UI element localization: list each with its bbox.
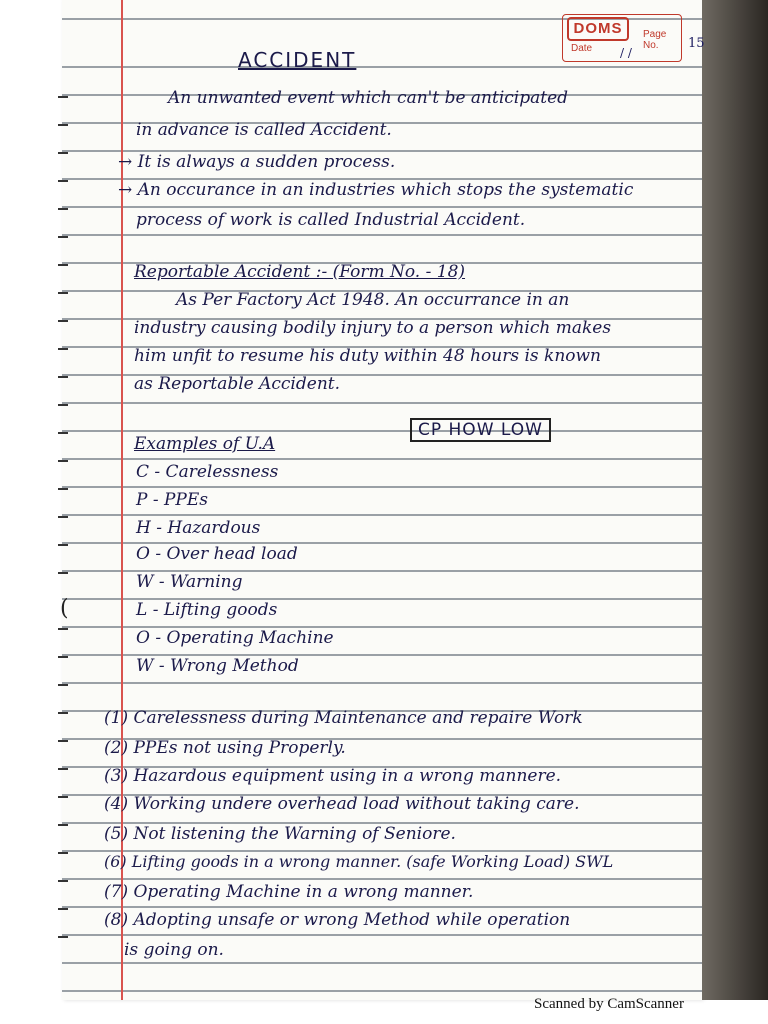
margin-tick (58, 292, 68, 294)
reportable-line: as Reportable Accident. (134, 374, 341, 394)
numbered-item: is going on. (124, 940, 224, 960)
example-item: L - Lifting goods (136, 600, 278, 620)
margin-tick (58, 376, 68, 378)
margin-tick (58, 572, 68, 574)
margin-tick (58, 96, 68, 98)
margin-tick (58, 796, 68, 798)
margin-tick (58, 880, 68, 882)
margin-tick (58, 180, 68, 182)
margin-tick (58, 348, 68, 350)
margin-tick (58, 460, 68, 462)
margin-tick (58, 264, 68, 266)
margin-line (121, 0, 123, 1000)
margin-tick (58, 628, 68, 630)
numbered-item: (8) Adopting unsafe or wrong Method while operation (104, 910, 571, 930)
margin-tick (58, 320, 68, 322)
numbered-item: (7) Operating Machine in a wrong manner. (104, 882, 474, 902)
margin-tick (58, 236, 68, 238)
margin-tick (58, 684, 68, 686)
numbered-item: (1) Carelessness during Maintenance and repaire Work (104, 708, 583, 728)
page-title: ACCIDENT (238, 48, 357, 72)
margin-tick (58, 824, 68, 826)
definition-line: in advance is called Accident. (136, 120, 392, 140)
margin-tick (58, 740, 68, 742)
definition-line: → It is always a sudden process. (118, 152, 396, 172)
numbered-item: (3) Hazardous equipment using in a wrong mannere. (104, 766, 562, 786)
definition-line: An unwanted event which can't be anticipated (168, 88, 569, 108)
example-item: H - Hazardous (136, 518, 261, 538)
margin-tick (58, 656, 68, 658)
example-item: O - Operating Machine (136, 628, 334, 648)
margin-tick (58, 908, 68, 910)
scanner-watermark: Scanned by CamScanner (534, 996, 684, 1012)
reportable-heading: Reportable Accident :- (Form No. - 18) (134, 262, 466, 282)
margin-tick (58, 124, 68, 126)
margin-tick (58, 404, 68, 406)
example-item: O - Over head load (136, 544, 298, 564)
margin-tick (58, 936, 68, 938)
page-number: 15 (688, 36, 705, 51)
example-item: P - PPEs (136, 490, 209, 510)
page-edge-shadow (702, 0, 768, 1000)
margin-tick (58, 488, 68, 490)
definition-line: → An occurance in an industries which stops the systematic (118, 180, 634, 200)
margin-tick (58, 208, 68, 210)
example-item: W - Wrong Method (136, 656, 299, 676)
brand-logo: DOMS (567, 17, 629, 41)
reportable-line: As Per Factory Act 1948. An occurrance in an (176, 290, 570, 310)
margin-tick (58, 152, 68, 154)
margin-tick (58, 544, 68, 546)
definition-line: process of work is called Industrial Accident. (136, 210, 526, 230)
page-no-label: Page No. (643, 29, 667, 51)
reportable-line: him unfit to resume his duty within 48 hours is known (134, 346, 602, 366)
example-item: W - Warning (136, 572, 243, 592)
margin-tick (58, 712, 68, 714)
margin-tick (58, 432, 68, 434)
example-item: C - Carelessness (136, 462, 279, 482)
numbered-item: (5) Not listening the Warning of Seniore. (104, 824, 456, 844)
examples-heading: Examples of U.A (134, 434, 276, 454)
date-label: Date (571, 43, 593, 54)
date-value: / / (620, 46, 632, 60)
numbered-item: (2) PPEs not using Properly. (104, 738, 346, 758)
margin-tick (58, 768, 68, 770)
numbered-item: (6) Lifting goods in a wrong manner. (safe Working Load) SWL (104, 852, 614, 871)
margin-bracket: ( (60, 596, 69, 621)
margin-tick (58, 516, 68, 518)
reportable-line: industry causing bodily injury to a person which makes (134, 318, 612, 338)
mnemonic-box: CP HOW LOW (410, 418, 551, 442)
numbered-item: (4) Working undere overhead load without taking care. (104, 794, 580, 814)
margin-tick (58, 852, 68, 854)
